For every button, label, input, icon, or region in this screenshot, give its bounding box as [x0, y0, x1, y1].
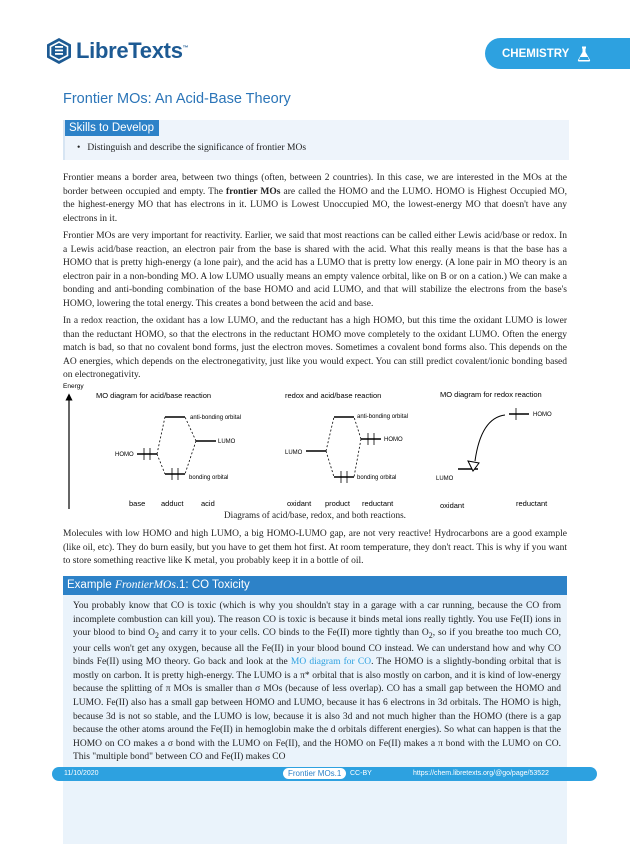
footer-page-label: Frontier MOs.1 [283, 768, 346, 779]
panel1-adduct-label: adduct [161, 499, 184, 508]
panel1-acid-label: acid [201, 499, 215, 508]
page-title: Frontier MOs: An Acid-Base Theory [63, 91, 291, 107]
skills-title: Skills to Develop [65, 120, 159, 136]
panel2-lumo-label: LUMO [285, 450, 303, 456]
panel1-bonding-label: bonding orbital [189, 475, 229, 481]
skills-to-develop-box [63, 120, 569, 160]
panel2-title: redox and acid/base reaction [285, 391, 382, 400]
subject-tab-label: CHEMISTRY [502, 47, 570, 60]
panel3-reductant-label: reductant [516, 499, 548, 508]
footer-license[interactable]: CC-BY [350, 770, 372, 777]
libretexts-logo[interactable] [46, 37, 188, 65]
panel3-electron-transfer-arrow [475, 415, 505, 461]
paragraph-redox: In a redox reaction, the oxidant has a low LUMO, and the reductant has a high HOMO, but this time the oxidant LUMO is lower than the reductant HOMO, so that the electrons in the reductant HOMO move completely to the oxidant LUMO. Often the energy match is bad, so that no covalent bond forms, just the electron moves. Sometimes a covalent bond forms also. This depends on the AO energies, which depends on the electronegativity, just like you would expect. You can still predict covalent/ionic bonding based on electronegativity. [63, 316, 567, 381]
panel1-correlation-lines [157, 417, 196, 474]
footer-url-link[interactable]: https://chem.libretexts.org/@go/page/53522 [413, 770, 549, 777]
panel3-lumo-label: LUMO [436, 476, 454, 482]
panel3-title: MO diagram for redox reaction [440, 390, 542, 399]
panel2-correlation-lines [326, 417, 361, 477]
footer-bar [52, 767, 597, 781]
paragraph-frontier-definition: Frontier means a border area, between two things (often, between 2 countries). In this case, we are interested in the MOs at the border between occupied and empty. The frontier MOs are called the HOMO and the LUMO. HOMO is Highest Occupied MO, the highest-energy MO that has electrons in it. LUMO is Lowest Unoccupied MO, the lowest-energy MO that doesn't have any electrons in it. [63, 173, 567, 224]
panel2-oxidant-label: oxidant [287, 499, 312, 508]
mo-diagram-co-link[interactable]: MO diagram for CO [290, 657, 372, 668]
panel3-oxidant-label: oxidant [440, 501, 465, 510]
libretexts-hexagon-icon [46, 37, 72, 65]
example-body: You probably know that CO is toxic (which is why you shouldn't stay in a garage with a car running, because the CO from incomplete combustion can kill you). The reason CO is toxic is because it binds metal ions really tightly. You use Fe(II) ions in your blood to bind $O_2$ and carry it to your cells. CO binds to the Fe(II) more tightly than $O_2$, so if you breathe too much CO, your cells won't get any oxygen, because all the Fe(II) in your blood bound CO instead. We can understand how and why CO binds Fe(II) using MO theory. Go back and look at the MO diagram for CO. The HOMO is a slightly-bonding orbital that is mostly on carbon. It is pretty high-energy. The LUMO is a π* orbital that is also mostly on carbon, and it is kind of low-energy because the splitting of π MOs is smaller than σ MOs (because of less overlap). CO has a small gap between the HOMO and LUMO. Fe(II) also has a small gap between HOMO and LUMO, because it has 6 electrons in 3d orbitals. The HOMO is high, because 3d is not so stable, and the LUMO is low, because it is also 3d and not much higher than the HOMO (there is a gap because the other atoms around the Fe(II) in hemoglobin make the d orbitals different energies). So what can happen is that the HOMO on CO makes a σ bond with the LUMO on Fe(II), and the HOMO on Fe(II) makes a π bond with the LUMO on CO. This "multiple bond" between CO and Fe(II) makes CO [73, 601, 561, 763]
panel1-base-label: base [129, 499, 146, 508]
logo-text: LibreTexts™ [76, 38, 189, 63]
bold-term: frontier MOs [226, 186, 281, 197]
panel1-lumo-label: LUMO [218, 439, 236, 445]
panel2-product-label: product [325, 499, 351, 508]
example-title: Example FrontierMOs.1: CO Toxicity [63, 576, 567, 595]
example-title-math: FrontierMOs [114, 579, 176, 591]
panel2-reductant-label: reductant [362, 499, 394, 508]
flask-icon [577, 46, 591, 62]
panel2-bonding-label: bonding orbital [357, 475, 397, 481]
page-footer [0, 767, 630, 813]
skills-list-item: • Distinguish and describe the significance of frontier MOs [77, 143, 306, 153]
footer-date: 11/10/2020 [64, 770, 99, 777]
mo-diagrams-figure [63, 383, 567, 525]
figure-caption: Diagrams of acid/base, redox, and both reactions. [224, 510, 406, 520]
panel1-antibonding-label: anti-bonding orbital [190, 415, 242, 421]
panel1-title: MO diagram for acid/base reaction [96, 391, 212, 400]
panel3-homo-label: HOMO [533, 412, 552, 418]
panel2-antibonding-label: anti-bonding orbital [357, 414, 409, 420]
panel1-homo-label: HOMO [115, 452, 134, 458]
page-header [0, 0, 630, 90]
paragraph-homo-lumo-gap: Molecules with low HOMO and high LUMO, a big HOMO-LUMO gap, are not very reactive! Hydrocarbons are a good example (like oil, etc). They do burn easily, but you have to get them hot first. At room temperature, they don't react. This is why if you want to store something reactive like K metal, you probably keep it in a bottle of oil. [63, 529, 567, 567]
subject-tab-chemistry[interactable] [485, 38, 630, 69]
panel2-homo-label: HOMO [384, 437, 403, 443]
energy-axis-label: Energy [63, 383, 84, 390]
paragraph-acid-base: Frontier MOs are very important for reactivity. Earlier, we said that most reactions can be called either Lewis acid/base or redox. In a Lewis acid/base reaction, an electron pair from the base is shared with the acid. What this really means is that the base has a HOMO that is pretty high-energy (a lone pair), and the acid has a LUMO that is pretty low energy. (A lone pair in MO theory is an electron pair in a non-bonding MO. A low LUMO usually means an empty valence orbital, like on B or on a cation.) We can make a bonding and anti-bonding combination of the base HOMO and acid LUMO, and that will stabilize the electrons from the base's HOMO, lowering the total energy. This creates a bond between the acid and base. [63, 231, 567, 309]
